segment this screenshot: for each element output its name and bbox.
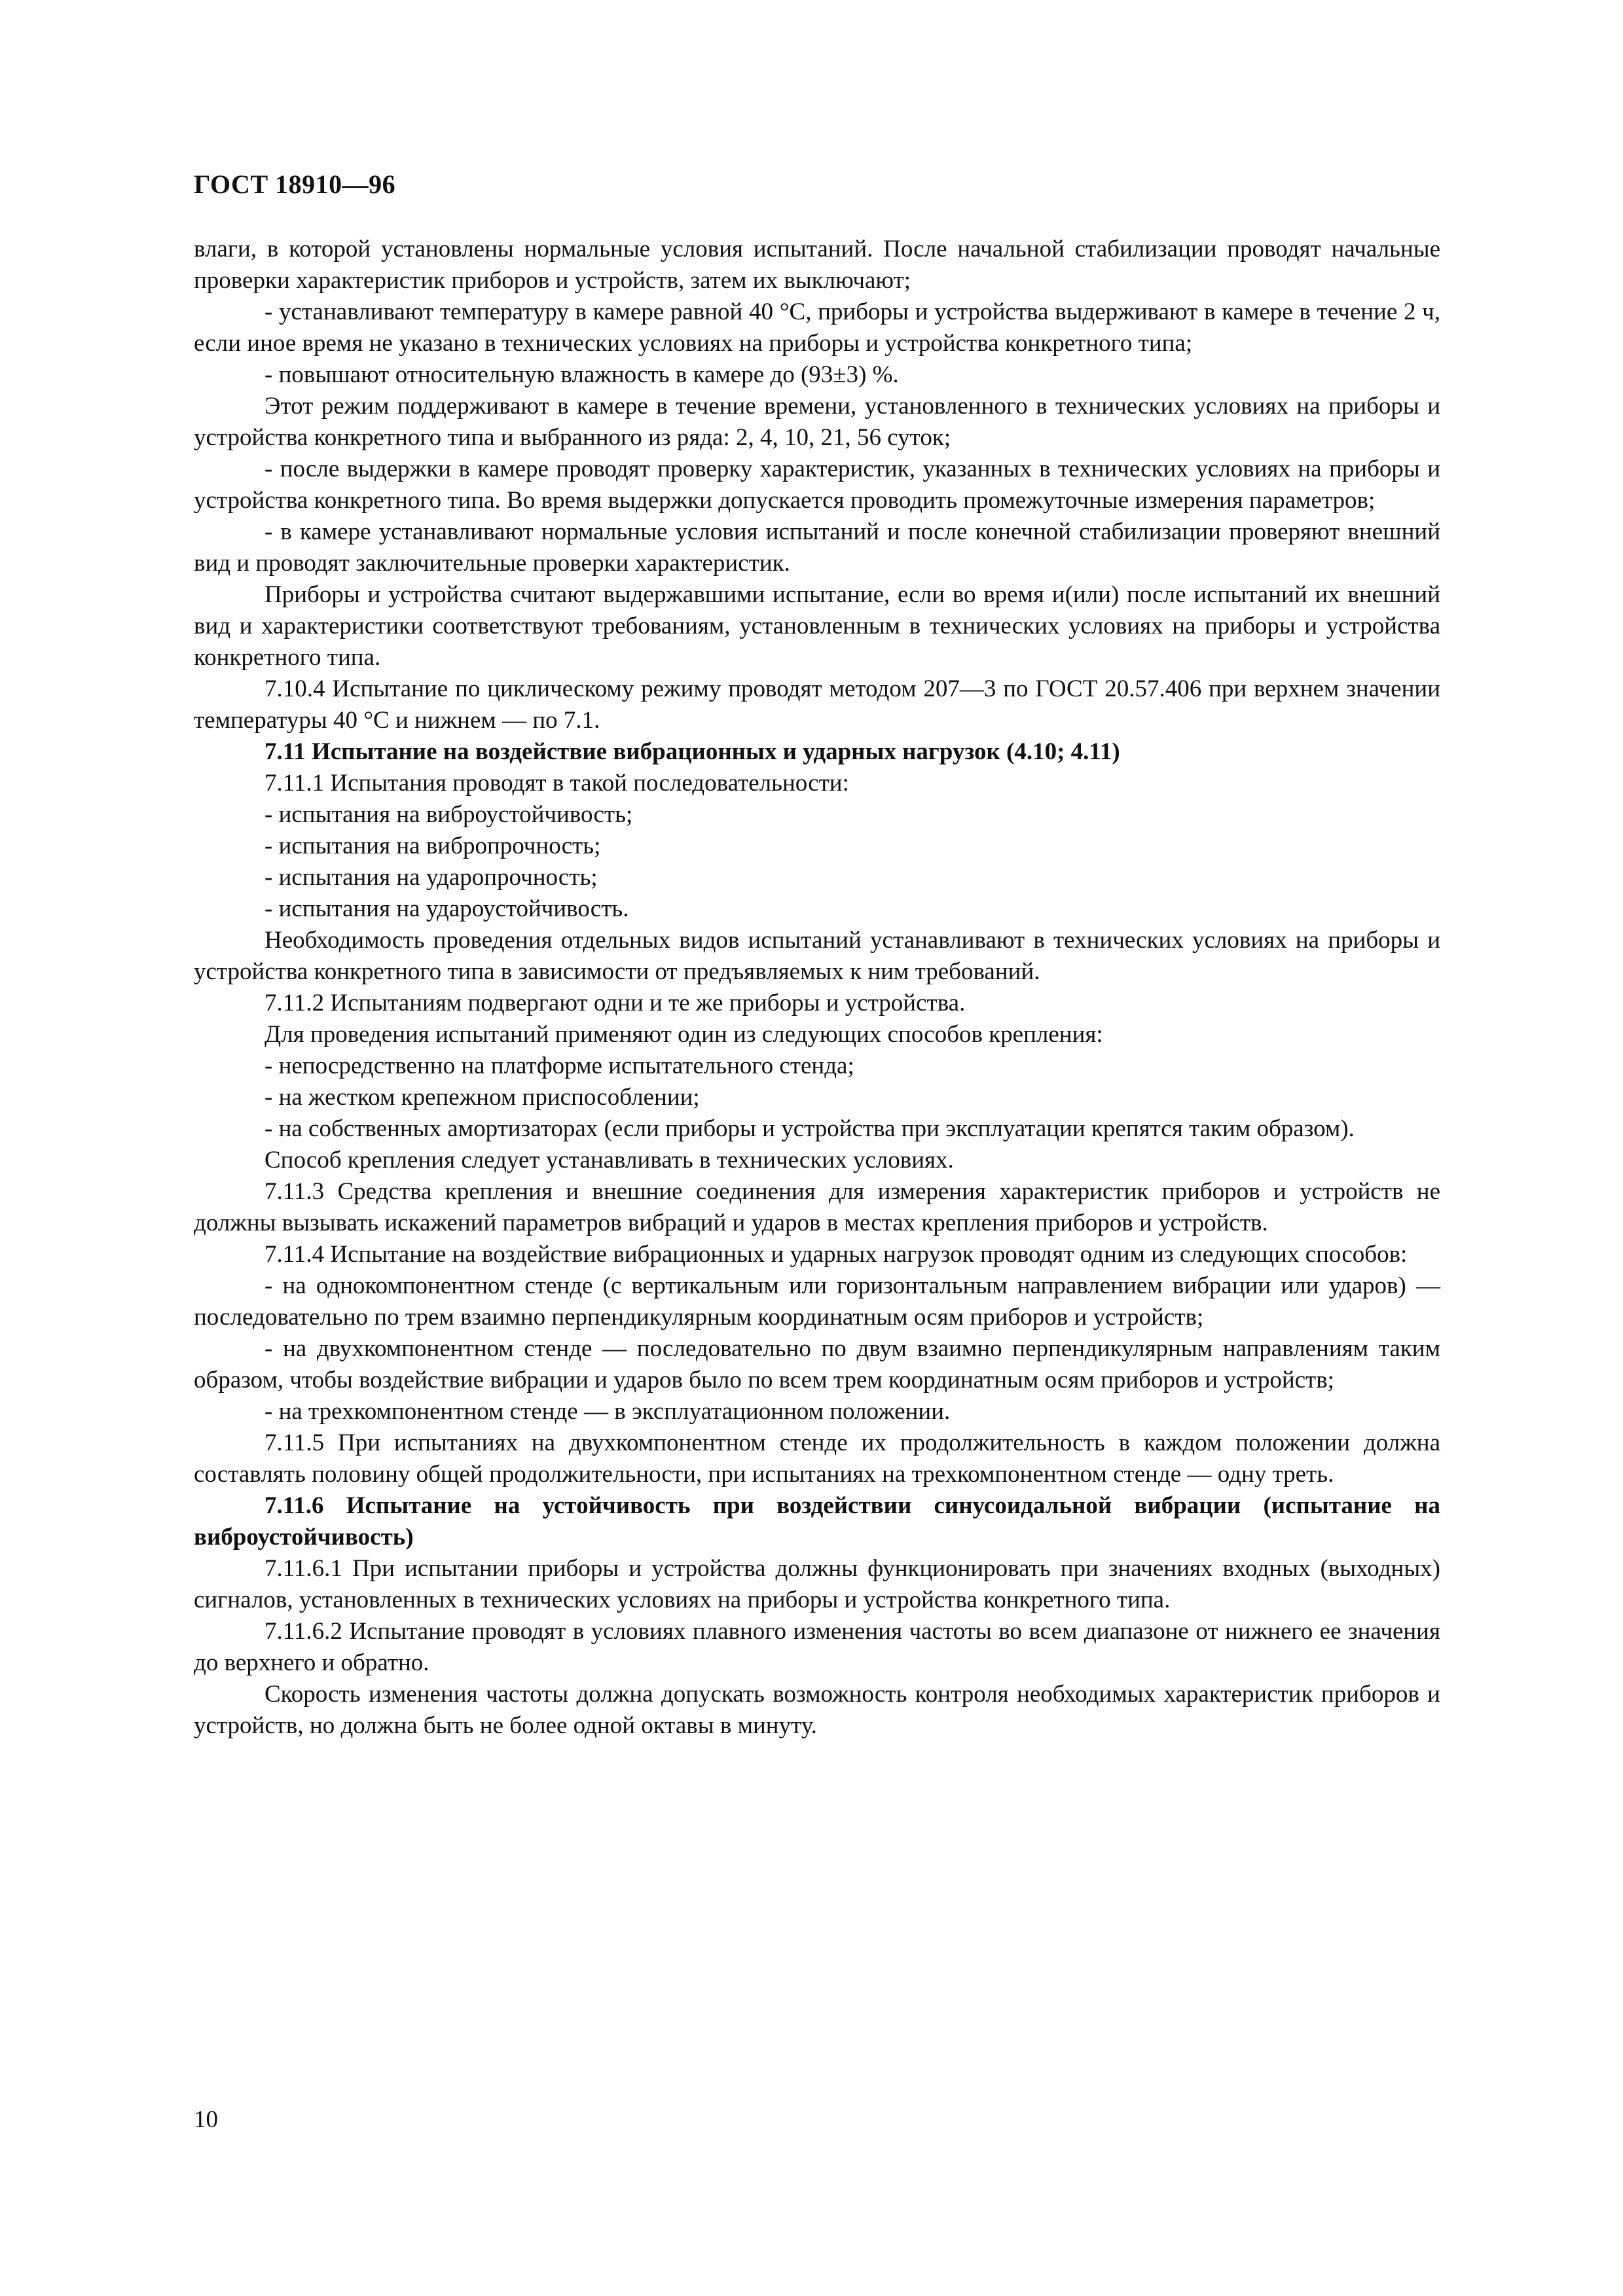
paragraph-list-item: - испытания на вибропрочность; (264, 833, 601, 859)
page-number: 10 (194, 2106, 218, 2133)
clause-7-11-2: 7.11.2 Испытаниям подвергают одни и те же приборы и устройства. (264, 990, 966, 1016)
paragraph: Этот режим поддерживают в камере в течение времени, установленного в технических условиях на приборы и устройства конкретного типа и выбранного из ряда: 2, 4, 10, 21, 56 суток; (194, 393, 1440, 451)
paragraph-continuation: влаги, в которой установлены нормальные условия испытаний. После начальной стабилизации проводят начальные проверки характеристик приборов и устройств, затем их выключают; (194, 236, 1440, 294)
clause-7-10-4: 7.10.4 Испытание по циклическому режиму проводят методом 207—3 по ГОСТ 20.57.406 при верхнем значении температуры 40 °С и нижнем — по 7.1. (194, 675, 1440, 734)
clause-7-11-6-1: 7.11.6.1 При испытании приборы и устройства должны функционировать при значениях входных (выходных) сигналов, установленных в технических условиях на приборы и устройства конкретного типа. (194, 1555, 1440, 1613)
clause-7-11-6-2: 7.11.6.2 Испытание проводят в условиях плавного изменения частоты во всем диапазоне от нижнего ее значения до верхнего и обратно. (194, 1618, 1440, 1676)
paragraph: Приборы и устройства считают выдержавшими испытание, если во время и(или) после испытаний их внешний вид и характеристики соответствуют требованиям, установленным в технических условиях на приборы и устройства конкретного типа. (194, 581, 1440, 671)
section-heading-7-11-6: 7.11.6 Испытание на устойчивость при воздействии синусоидальной вибрации (испытание на виброустойчивость) (194, 1492, 1440, 1551)
clause-7-11-5: 7.11.5 При испытаниях на двухкомпонентном стенде их продолжительность в каждом положении должна составлять половину общей продолжительности, при испытаниях на трехкомпонентном стенде — одну треть. (194, 1429, 1440, 1488)
paragraph: Способ крепления следует устанавливать в технических условиях. (264, 1147, 954, 1174)
document-body (194, 234, 1440, 1742)
paragraph-list-item: - после выдержки в камере проводят проверку характеристик, указанных в технических условиях на приборы и устройства конкретного типа. Во время выдержки допускается проводить промежуточные измерения параметров; (194, 456, 1440, 514)
paragraph-list-item: - на трехкомпонентном стенде — в эксплуатационном положении. (264, 1398, 951, 1425)
paragraph-list-item: - на двухкомпонентном стенде — последовательно по двум взаимно перпендикулярным направлениям таким образом, чтобы воздействие вибрации и ударов было по всем трем координатным осям приборов и устройств; (194, 1335, 1440, 1393)
paragraph-list-item: - испытания на ударопрочность; (264, 864, 598, 891)
paragraph-list-item: - на жестком крепежном приспособлении; (264, 1084, 700, 1111)
paragraph-list-item: - повышают относительную влажность в камере до (93±3) %. (264, 361, 899, 388)
standard-header: ГОСТ 18910—96 (194, 170, 396, 199)
paragraph-list-item: - устанавливают температуру в камере равной 40 °С, приборы и устройства выдерживают в камере в течение 2 ч, если иное время не указано в технических условиях на приборы и устройства конкретного типа; (194, 298, 1440, 357)
paragraph-list-item: - на собственных амортизаторах (если приборы и устройства при эксплуатации крепятся таким образом). (264, 1115, 1355, 1142)
clause-7-11-4: 7.11.4 Испытание на воздействие вибрационных и ударных нагрузок проводят одним из следующих способов: (264, 1241, 1408, 1268)
clause-7-11-3: 7.11.3 Средства крепления и внешние соединения для измерения характеристик приборов и устройств не должны вызывать искажений параметров вибраций и ударов в местах крепления приборов и устройств. (194, 1178, 1440, 1236)
paragraph-list-item: - в камере устанавливают нормальные условия испытаний и после конечной стабилизации проверяют внешний вид и проводят заключительные проверки характеристик. (194, 518, 1440, 577)
paragraph: Скорость изменения частоты должна допускать возможность контроля необходимых характеристик приборов и устройств, но должна быть не более одной октавы в минуту. (194, 1681, 1440, 1739)
paragraph-list-item: - испытания на удароустойчивость. (264, 895, 629, 922)
paragraph-list-item: - на однокомпонентном стенде (с вертикальным или горизонтальным направлением вибрации или ударов) — последовательно по трем взаимно перпендикулярным координатным осям приборов и устройств; (194, 1272, 1440, 1331)
clause-7-11-1: 7.11.1 Испытания проводят в такой последовательности: (264, 770, 849, 797)
paragraph-list-item: - непосредственно на платформе испытательного стенда; (264, 1052, 854, 1079)
paragraph: Необходимость проведения отдельных видов испытаний устанавливают в технических условиях на приборы и устройства конкретного типа в зависимости от предъявляемых к ним требований. (194, 927, 1440, 985)
paragraph: Для проведения испытаний применяют один из следующих способов крепления: (264, 1021, 1103, 1048)
section-heading-7-11: 7.11 Испытание на воздействие вибрационных и ударных нагрузок (4.10; 4.11) (264, 738, 1120, 765)
paragraph-list-item: - испытания на виброустойчивость; (264, 801, 633, 828)
